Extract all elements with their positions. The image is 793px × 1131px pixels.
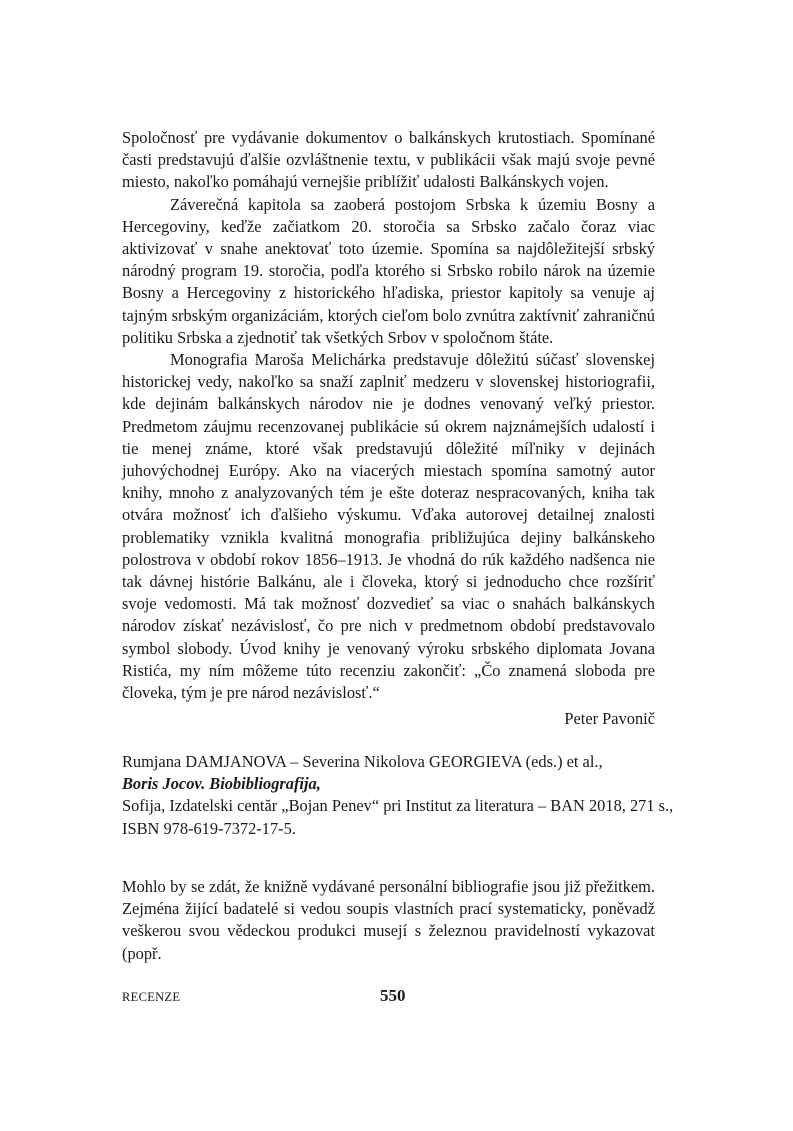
page-number: 550	[380, 986, 406, 1005]
review-text-block	[122, 127, 655, 730]
bibliographic-entry	[122, 751, 674, 840]
page-footer	[122, 986, 655, 1010]
bib-authors: Rumjana DAMJANOVA – Severina Nikolova GEORGIEVA (eds.) et al.,	[122, 752, 603, 771]
footer-section-label: RECENZE	[122, 990, 181, 1004]
body-paragraph-1: Spoločnosť pre vydávanie dokumentov o balkánskych krutostiach. Spomínané časti predstavujú ďalšie ozvláštnenie textu, v publikácii však majú svoje pevné miesto, nakoľko pomáhajú vernejšie priblížiť udalosti Balkánskych vojen.	[122, 128, 655, 192]
bib-isbn: ISBN 978-619-7372-17-5.	[122, 818, 296, 838]
body-paragraph-3: Monografia Maroša Melichárka predstavuje dôležitú súčasť slovenskej historickej vedy, nakoľko sa snaží zaplniť medzeru v slovenskej historiografii, kde dejinám balkánskych národov nie je dodnes venovaný veľký priestor. Predmetom záujmu recenzovanej publikácie sú okrem najznámejších udalostí i tie menej známe, ktoré však predstavujú dôležité míľniky v dejinách juhovýchodnej Európy. Ako na viacerých miestach spomína samotný autor knihy, mnoho z analyzovaných tém je ešte doteraz nespracovaných, kniha tak otvára možnosť ich ďalšieho výskumu. Vďaka autorovej detailnej znalosti problematiky vznikla kvalitná monografia približujúca dejiny balkánskeho polostrova v období rokov 1856–1913. Je vhodná do rúk každého nadšenca nie tak dávnej histórie Balkánu, ale i človeka, ktorý si jednoducho chce rozšíriť svoje vedomosti. Má tak možnosť dozvedieť sa viac o snahách balkánskych národov získať nezávislosť, čo pre nich v predmetnom období predstavovalo symbol slobody. Úvod knihy je venovaný výroku srbského diplomata Jovana Ristića, my ním môžeme túto recenziu zakončiť: „Čo znamená sloboda pre človeka, tým je pre národ nezávislosť.“	[122, 350, 655, 703]
reviewer-signature: Peter Pavonič	[564, 709, 655, 729]
bib-publisher: Sofija, Izdatelski centăr „Bojan Penev“ pri Institut za literatura – BAN 2018, 271 s.,	[122, 796, 674, 816]
next-review-block	[122, 876, 655, 965]
next-review-paragraph: Mohlo by se zdát, že knižně vydávané personální bibliografie jsou již přežitkem. Zejména žijící badatelé si vedou soupis vlastních prací systematicky, poněvadž veškerou svou vědeckou produkci musejí s železnou pravidelností vykazovat (popř.	[122, 877, 655, 963]
body-paragraph-2: Záverečná kapitola sa zaoberá postojom Srbska k územiu Bosny a Hercegoviny, keďže začiatkom 20. storočia sa Srbsko začalo čoraz viac aktivizovať v snahe anektovať toto územie. Spomína sa najdôležitejší srbský národný program 19. storočia, podľa ktorého si Srbsko robilo nárok na územie Bosny a Hercegoviny z historického hľadiska, priestor kapitoly sa venuje aj tajným srbským organizáciám, ktorých cieľom bolo zvnútra zaktívniť zahraničnú politiku Srbska a zjednotiť tak všetkých Srbov v spoločnom štáte.	[122, 194, 655, 347]
bib-title: Boris Jocov. Biobibliografija,	[122, 774, 321, 794]
